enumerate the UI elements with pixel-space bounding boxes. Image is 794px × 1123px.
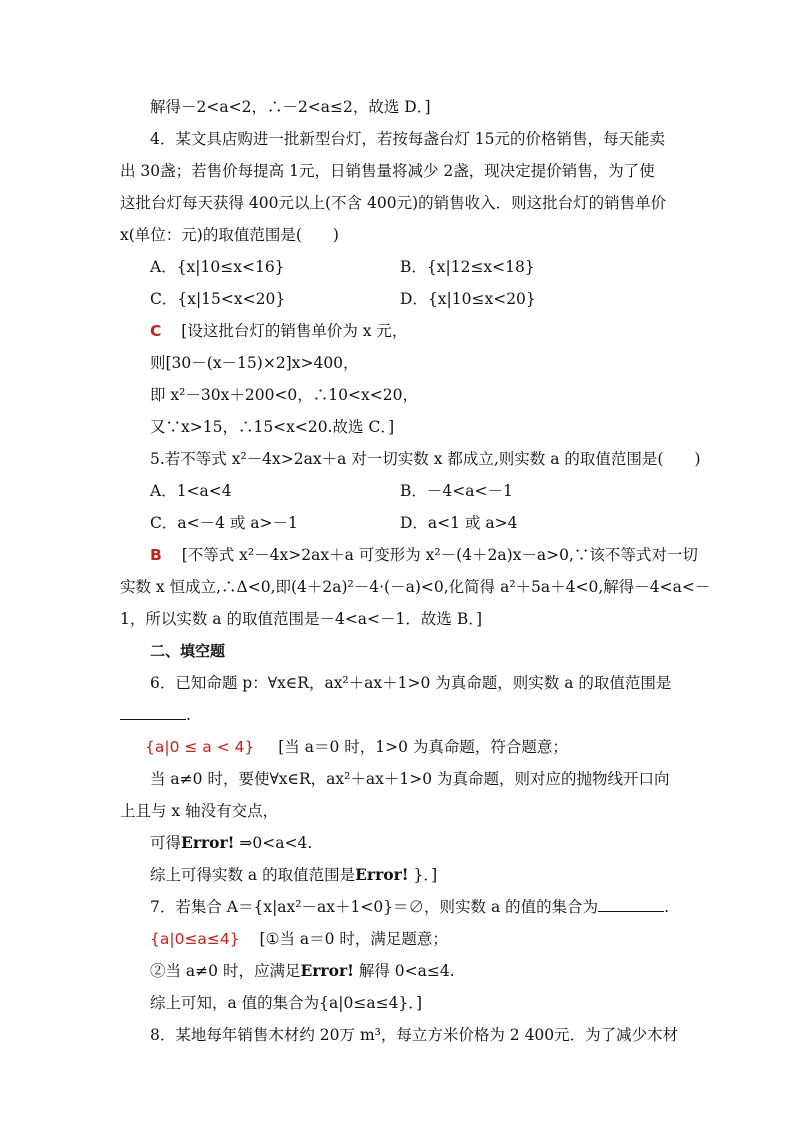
answer-text: [当 a＝0 时，1>0 为真命题，符合题意； — [278, 738, 568, 756]
answer-text: 1，所以实数 a 的取值范围是－4<a<－1．故选 B．] — [120, 610, 483, 628]
error-text: Error! — [181, 833, 235, 852]
answer-text: 解得 0<a≤4. — [358, 962, 455, 980]
answer-line — [150, 865, 437, 885]
answer-red: {a|0≤a≤4} — [150, 930, 240, 948]
answer-text: [①当 a＝0 时，满足题意； — [259, 930, 448, 948]
answer-line — [150, 961, 455, 981]
answer-letter: B — [150, 546, 162, 564]
question-6-blank-line — [120, 705, 191, 725]
answer-blank — [120, 705, 186, 720]
question-7-text — [150, 897, 669, 917]
answer-letter: C — [150, 322, 162, 340]
answer-text: ⇒0<a<4. — [234, 834, 313, 852]
answer-line — [150, 833, 312, 853]
answer-text: 则[30－(x－15)×2]x>400， — [150, 354, 359, 372]
option-b: B．{x|12≤x<18} — [400, 258, 535, 276]
question-4-text: 4．某文具店购进一批新型台灯，若按每盏台灯 15元的价格销售，每天能卖 — [150, 130, 666, 148]
answer-line — [150, 545, 698, 565]
answer-text: 综上可知，a 值的集合为{a|0≤a≤4}．] — [150, 994, 423, 1012]
text-line: 解得－2<a<2，∴－2<a≤2，故选 D．] — [150, 98, 431, 116]
question-6-text: 6．已知命题 p：∀x∈R，ax²＋ax＋1>0 为真命题，则实数 a 的取值范围是 — [150, 674, 672, 692]
answer-line — [150, 929, 448, 949]
question-5-text: 5.若不等式 x²－4x>2ax＋a 对一切实数 x 都成立,则实数 a 的取值范围是( ) — [150, 450, 701, 468]
option-d: D．{x|10≤x<20} — [400, 290, 536, 308]
answer-red: {a|0 ≤ a < 4} — [145, 738, 255, 756]
answer-text: 即 x²－30x＋200<0，∴10<x<20， — [150, 386, 418, 404]
question-8-text: 8．某地每年销售木材约 20万 m³，每立方米价格为 2 400元．为了减少木材 — [150, 1026, 679, 1044]
answer-blank — [598, 897, 664, 912]
question-4-text: x(单位：元)的取值范围是( ) — [120, 226, 339, 244]
answer-text: 上且与 x 轴没有交点， — [120, 802, 279, 820]
period: . — [186, 706, 191, 724]
answer-text: [不等式 x²－4x>2ax＋a 可变形为 x²－(4＋2a)x－a>0,∵该不等式对一切 — [181, 546, 698, 564]
answer-text: [设这批台灯的销售单价为 x 元， — [181, 322, 408, 340]
answer-text: 实数 x 恒成立,∴Δ<0,即(4＋2a)²－4·(－a)<0,化简得 a²＋5a＋4<0,解得－4<a<－ — [120, 578, 711, 596]
error-text: Error! — [355, 865, 409, 884]
option-d: D．a<1 或 a>4 — [400, 514, 518, 532]
answer-text: ②当 a≠0 时，应满足 — [150, 962, 301, 980]
answer-text: 综上可得实数 a 的取值范围是 — [150, 866, 356, 884]
period: . — [664, 898, 670, 916]
section-heading: 二、填空题 — [150, 642, 226, 660]
option-c: C．{x|15<x<20} — [150, 290, 286, 308]
answer-text: }．] — [413, 866, 438, 884]
answer-text: 又∵x>15，∴15<x<20.故选 C．] — [150, 418, 395, 436]
question-text: 7．若集合 A＝{x|ax²－ax＋1<0}＝∅，则实数 a 的值的集合为 — [150, 898, 599, 916]
error-text: Error! — [300, 961, 354, 980]
option-c: C．a<－4 或 a>－1 — [150, 514, 298, 532]
answer-text: 当 a≠0 时，要使∀x∈R，ax²＋ax＋1>0 为真命题，则对应的抛物线开口向 — [150, 770, 670, 788]
question-4-text: 这批台灯每天获得 400元以上(不含 400元)的销售收入．则这批台灯的销售单价 — [120, 194, 667, 212]
answer-line — [150, 321, 407, 341]
option-a: A．1<a<4 — [150, 482, 232, 500]
question-4-text: 出 30盏；若售价每提高 1元，日销售量将减少 2盏，现决定提价销售，为了使 — [120, 162, 655, 180]
option-a: A．{x|10≤x<16} — [150, 258, 285, 276]
answer-line — [145, 737, 568, 757]
option-b: B．－4<a<－1 — [400, 482, 513, 500]
answer-text: 可得 — [150, 834, 182, 852]
